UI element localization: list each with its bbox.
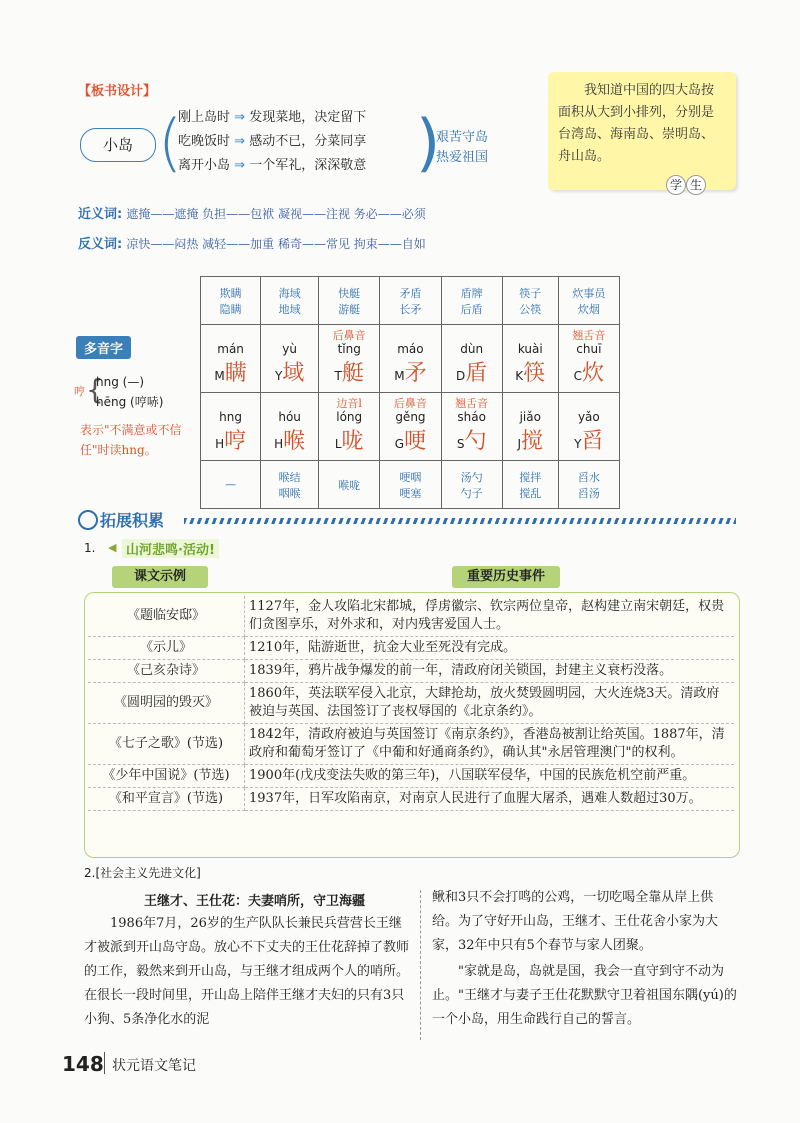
left-paren-icon: ( [158, 106, 183, 179]
item1-number: 1. [84, 541, 96, 555]
work-title: 《七子之歌》(节选) [88, 724, 245, 765]
word-cell: — [201, 461, 261, 509]
work-title: 《己亥杂诗》 [88, 660, 245, 683]
char-cell: 边音l lóng L咙 [319, 393, 380, 461]
history-row [88, 683, 734, 724]
char-cell: yù Y域 [261, 325, 319, 393]
polyphone-badge: 多音字 [76, 336, 131, 359]
synonyms-line: 近义词: 遮掩——遮掩 负担——包袱 凝视——注视 务必——必须 [78, 207, 426, 222]
word-cell: 喉咙 [319, 461, 380, 509]
story-title: 王继才、王仕花：夫妻哨所，守卫海疆 [144, 894, 366, 909]
story-para-2: 鳅和3只不会打鸣的公鸡，一切吃喝全靠从岸上供给。为了守好开山岛，王继才、王仕花舍小家为大家，32年中只有5个春节与家人团聚。 [432, 890, 719, 953]
antonyms-line: 反义词: 凉快——闷热 减轻——加重 稀奇——常见 拘束——自如 [78, 237, 426, 252]
word-cell: 哽咽 哽塞 [380, 461, 441, 509]
char-cell: 后鼻音 tǐng T艇 [319, 325, 380, 393]
history-row [88, 660, 734, 683]
right-paren-icon: ) [416, 106, 441, 179]
brace-icon: { [86, 373, 104, 406]
history-table [88, 596, 734, 811]
board-design-label: 【板书设计】 [78, 84, 157, 99]
char-cell: dùn D盾 [441, 325, 502, 393]
char-cell: hóu H喉 [261, 393, 319, 461]
board-summary: 艰苦守岛 热爱祖国 [436, 130, 489, 165]
story-para-3: "家就是岛，岛就是国，我会一直守到守不动为止。"王继才与妻子王仕花默默守卫着祖国东隅(yú)的一个小岛，用生命践行自己的誓言。 [432, 964, 737, 1027]
work-title: 《少年中国说》(节选) [88, 765, 245, 788]
page-number: 148 [62, 1052, 104, 1076]
story-para-1: 1986年7月，26岁的生产队队长兼民兵营营长王继才被派到开山岛守岛。放心不下丈夫的王仕花辞掉了教师的工作，毅然来到开山岛，与王继才组成两个人的哨所。在很长一段时间里，开山岛上陪伴王继才夫妇的只有3只小狗、5条净化水的泥 [84, 916, 410, 1027]
item1-arrow-icon: ◀ [108, 541, 117, 554]
word-cell: 矛盾 长矛 [380, 277, 441, 325]
polyphone-note: 表示"不满意或不信任"时读hng。 [80, 423, 182, 457]
history-row [88, 637, 734, 660]
work-title: 《和平宣言》(节选) [88, 788, 245, 811]
event-text: 1860年，英法联军侵入北京，大肆抢劫，放火焚毁圆明园，大火连烧3天。清政府被迫与英国、法国签订了丧权辱国的《北京条约》。 [245, 683, 735, 724]
event-text: 1127年，金人攻陷北宋都城，俘虏徽宗、钦宗两位皇帝，赵构建立南宋朝廷，权贵们贪图享乐，对外求和，对内残害爱国人士。 [245, 596, 735, 637]
item2-label: 2.[社会主义先进文化] [84, 866, 201, 880]
book-title: 状元语文笔记 [112, 1058, 196, 1074]
char-cell: yǎo Y舀 [558, 393, 619, 461]
history-row [88, 724, 734, 765]
event-text: 1839年，鸦片战争爆发的前一年，清政府闭关锁国，封建主义衰朽没落。 [245, 660, 735, 683]
polyphone-brace-char: 哼 [74, 385, 85, 398]
polyphone-readings: hng (—) hēng (哼哧) [96, 375, 164, 409]
col-header-works: 课文示例 [112, 566, 208, 588]
item1-tag: 山河悲鸣·活动! [122, 539, 219, 558]
word-cell: 搅拌 搅乱 [502, 461, 558, 509]
extension-icon [78, 510, 98, 530]
title-dashed-rule [184, 518, 736, 524]
work-title: 《圆明园的毁灭》 [88, 683, 245, 724]
work-title: 《题临安邸》 [88, 596, 245, 637]
char-cell: 翘舌音 sháo S勺 [441, 393, 502, 461]
sticky-note-text: 我知道中国的四大岛按面积从大到小排列，分别是台湾岛、海南岛、崇明岛、舟山岛。 [558, 83, 715, 164]
board-flow [178, 106, 428, 178]
char-cell: kuài K筷 [502, 325, 558, 393]
event-text: 1210年，陆游逝世，抗金大业至死没有完成。 [245, 637, 735, 660]
word-cell: 舀水 舀汤 [558, 461, 619, 509]
work-title: 《示儿》 [88, 637, 245, 660]
board-center-island: 小岛 [80, 128, 156, 162]
char-cell: jiǎo J搅 [502, 393, 558, 461]
char-cell: 后鼻音 gěng G哽 [380, 393, 441, 461]
board-row: 吃晚饭时 ⇒ 感动不已，分菜同享 [178, 134, 367, 149]
word-cell: 喉结 咽喉 [261, 461, 319, 509]
char-cell: máo M矛 [380, 325, 441, 393]
word-cell: 海域 地域 [261, 277, 319, 325]
word-cell: 快艇 游艇 [319, 277, 380, 325]
word-cell: 炊事员 炊烟 [558, 277, 619, 325]
history-row [88, 596, 734, 637]
event-text: 1937年，日军攻陷南京，对南京人民进行了血腥大屠杀，遇难人数超过30万。 [245, 788, 735, 811]
word-cell: 盾牌 后盾 [441, 277, 502, 325]
col-header-events: 重要历史事件 [452, 566, 560, 588]
sticky-note [548, 72, 736, 190]
word-cell: 汤勺 勺子 [441, 461, 502, 509]
history-row [88, 788, 734, 811]
event-text: 1842年，清政府被迫与英国签订《南京条约》，香港岛被割让给英国。1887年，清政府和葡萄牙签订了《中葡和好通商条约》，确认其"永居管理澳门"的权利。 [245, 724, 735, 765]
character-table [200, 276, 620, 509]
footer-divider [104, 1052, 105, 1074]
word-cell: 欺瞒 隐瞒 [201, 277, 261, 325]
word-cell: 筷子 公筷 [502, 277, 558, 325]
student-signature: 学 生 [666, 174, 706, 195]
board-row: 刚上岛时 ⇒ 发现菜地，决定留下 [178, 110, 367, 125]
char-cell: 翘舌音 chuī C炊 [558, 325, 619, 393]
column-divider [420, 890, 421, 1040]
board-row: 离开小岛 ⇒ 一个军礼，深深敬意 [178, 158, 367, 173]
char-cell: hng H哼 [201, 393, 261, 461]
history-row [88, 765, 734, 788]
extension-title: 拓展积累 [100, 511, 165, 530]
event-text: 1900年(戊戌变法失败的第三年)，八国联军侵华，中国的民族危机空前严重。 [245, 765, 735, 788]
char-cell: mán M瞒 [201, 325, 261, 393]
